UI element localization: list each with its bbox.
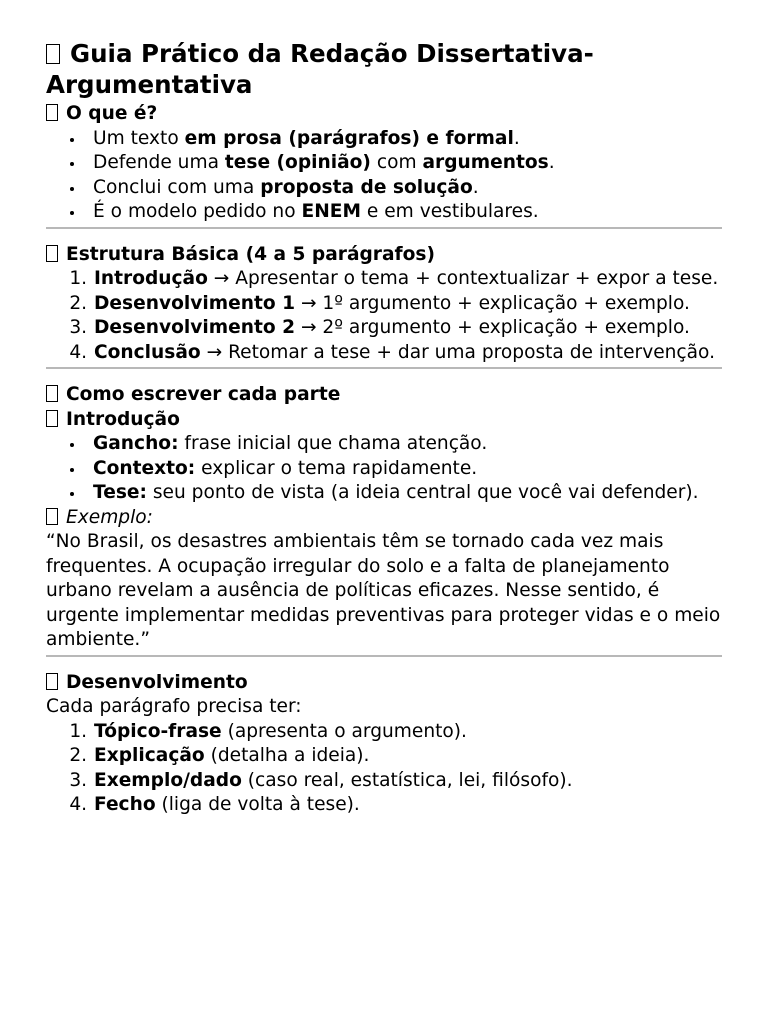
section-heading-text: Como escrever cada parte xyxy=(66,384,341,405)
section-heading xyxy=(46,671,722,696)
section-heading-text: Desenvolvimento xyxy=(66,671,248,693)
section-intro: Cada parágrafo precisa ter: xyxy=(46,696,302,717)
section-heading xyxy=(46,383,722,408)
missing-glyph-icon xyxy=(46,245,58,262)
section-how-to-write xyxy=(46,383,722,653)
missing-glyph-icon xyxy=(46,508,58,525)
list-item: Gancho: frase inicial que chama atenção. xyxy=(93,432,722,457)
numbered-list xyxy=(46,267,722,365)
subsection-heading xyxy=(46,408,722,433)
section-heading-text: Estrutura Básica (4 a 5 parágrafos) xyxy=(66,243,435,265)
list-item: Um texto em prosa (parágrafos) e formal. xyxy=(93,127,722,152)
list-item: 3. Desenvolvimento 2 → 2º argumento + explicação + exemplo. xyxy=(93,316,722,341)
section-development xyxy=(46,671,722,818)
list-item: 1. Introdução → Apresentar o tema + contextualizar + expor a tese. xyxy=(93,267,722,292)
numbered-list xyxy=(46,720,722,818)
divider xyxy=(46,367,722,369)
list-item: 4. Fecho (liga de volta à tese). xyxy=(93,793,722,818)
list-item: 2. Desenvolvimento 1 → 1º argumento + explicação + exemplo. xyxy=(93,292,722,317)
page-title xyxy=(46,38,722,100)
section-heading-text: O que é? xyxy=(66,103,158,124)
missing-glyph-icon xyxy=(46,673,58,690)
section-heading xyxy=(46,243,722,268)
example-label-text: Exemplo: xyxy=(66,506,153,528)
section-what-is xyxy=(46,102,722,225)
missing-glyph-icon xyxy=(46,104,58,121)
bullet-list xyxy=(46,432,722,506)
section-heading xyxy=(46,102,722,127)
list-item: Conclui com uma proposta de solução. xyxy=(93,176,722,201)
list-item: 3. Exemplo/dado (caso real, estatística, lei, filósofo). xyxy=(93,769,722,794)
divider xyxy=(46,227,722,229)
divider xyxy=(46,655,722,657)
bullet-list xyxy=(46,127,722,225)
missing-glyph-icon xyxy=(46,385,58,402)
section-structure xyxy=(46,243,722,366)
list-item: Defende uma tese (opinião) com argumentos. xyxy=(93,151,722,176)
list-item: É o modelo pedido no ENEM e em vestibulares. xyxy=(93,200,722,225)
list-item: Contexto: explicar o tema rapidamente. xyxy=(93,457,722,482)
subsection-heading-text: Introdução xyxy=(66,408,180,430)
example-text: “No Brasil, os desastres ambientais têm se tornado cada vez mais frequentes. A ocupação irregular do solo e a falta de planejamento urbano revelam a ausência de políticas eficazes. Nesse sentido, é urgente implementar medidas preventivas para proteger vidas e o meio ambiente.” xyxy=(46,531,721,650)
missing-glyph-icon xyxy=(46,410,58,427)
list-item: 1. Tópico-frase (apresenta o argumento). xyxy=(93,720,722,745)
list-item: 2. Explicação (detalha a ideia). xyxy=(93,744,722,769)
missing-glyph-icon xyxy=(46,44,60,64)
example-label xyxy=(46,506,722,531)
list-item: 4. Conclusão → Retomar a tese + dar uma proposta de intervenção. xyxy=(93,341,722,366)
list-item: Tese: seu ponto de vista (a ideia central que você vai defender). xyxy=(93,481,722,506)
page-title-text: Guia Prático da Redação Dissertativa-Argumentativa xyxy=(46,39,594,99)
